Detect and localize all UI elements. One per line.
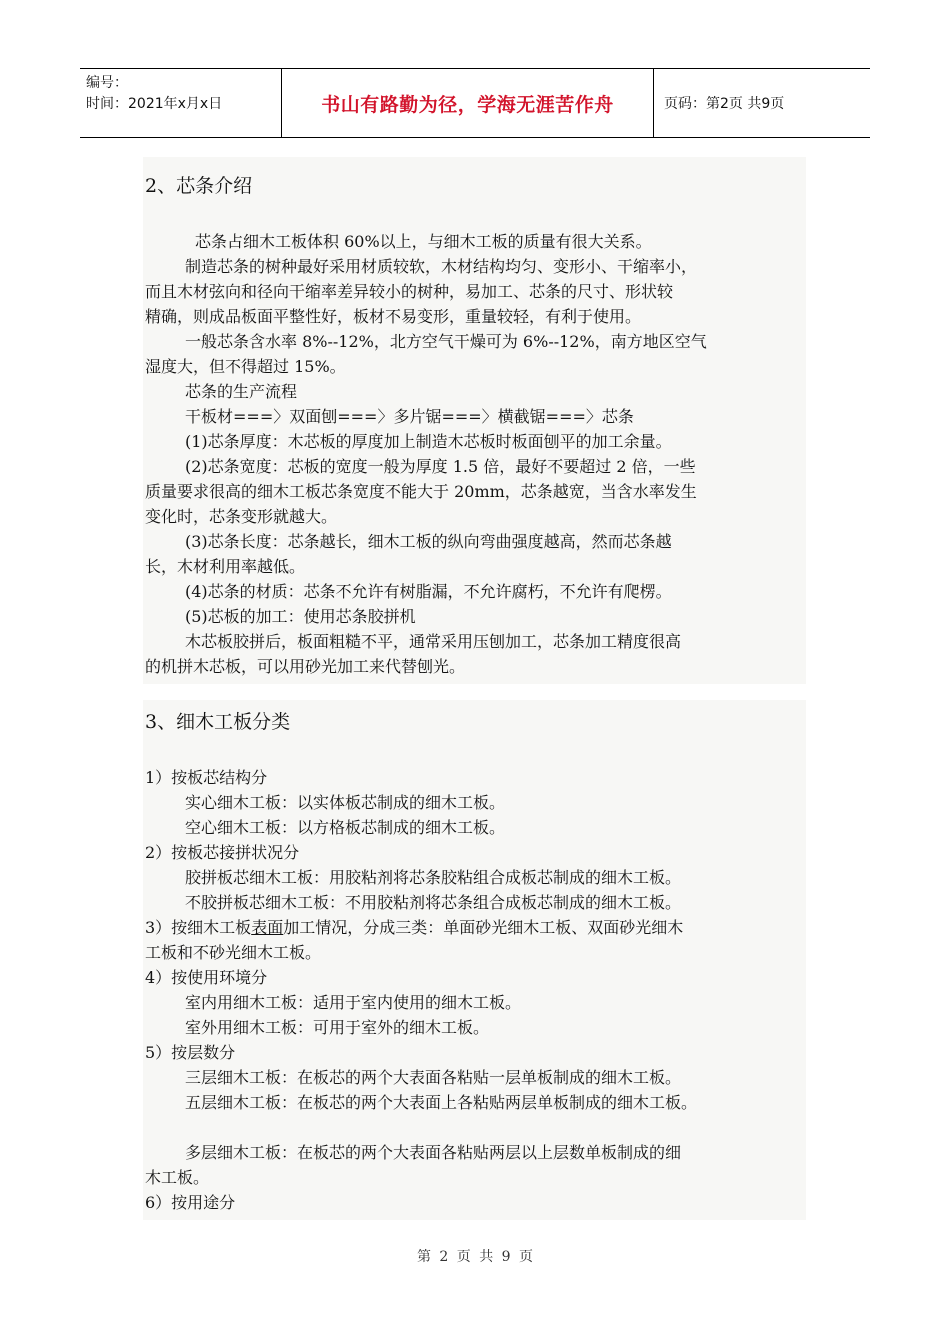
list-item — [145, 915, 805, 940]
time-label: 时间：2021年x月x日 — [86, 96, 223, 112]
list-item: 5）按层数分 — [145, 1043, 236, 1062]
list-item-line: 工板和不砂光细木工板。 — [145, 943, 322, 962]
paragraph: 木芯板胶拼后，板面粗糙不平，通常采用压刨加工，芯条加工精度很高 — [185, 632, 682, 651]
paragraph-line: 长，木材利用率越低。 — [145, 557, 306, 576]
list-item: 2）按板芯接拼状况分 — [145, 843, 300, 862]
paragraph: (4)芯条的材质：芯条不允许有树脂漏，不允许腐朽，不允许有爬楞。 — [185, 582, 672, 601]
header-meta — [80, 69, 282, 137]
paragraph: (2)芯条宽度：芯板的宽度一般为厚度 1.5 倍，最好不要超过 2 倍，一些 — [185, 457, 696, 476]
list-subitem: 三层细木工板：在板芯的两个大表面各粘贴一层单板制成的细木工板。 — [185, 1068, 682, 1087]
list-item: 6）按用途分 — [145, 1193, 236, 1212]
list-subitem: 空心细木工板：以方格板芯制成的细木工板。 — [185, 818, 506, 837]
process-flow: 干板材===〉双面刨===〉多片锯===〉横截锯===〉芯条 — [185, 407, 634, 426]
document-body — [145, 168, 805, 1215]
paragraph: 芯条占细木工板体积 60%以上，与细木工板的质量有很大关系。 — [195, 232, 652, 251]
section-3-title: 3、细木工板分类 — [145, 711, 291, 733]
list-item-text: 3）按细木工板 — [145, 918, 252, 937]
paragraph-line: 质量要求很高的细木工板芯条宽度不能大于 20mm，芯条越宽，当含水率发生 — [145, 482, 697, 501]
list-subitem: 胶拼板芯细木工板：用胶粘剂将芯条胶粘组合成板芯制成的细木工板。 — [185, 868, 682, 887]
list-subitem: 实心细木工板：以实体板芯制成的细木工板。 — [185, 793, 506, 812]
list-item-text: 加工情况，分成三类：单面砂光细木工板、双面砂光细木 — [283, 918, 684, 937]
paragraph-line: 的机拼木芯板，可以用砂光加工来代替刨光。 — [145, 657, 466, 676]
paragraph: 一般芯条含水率 8%--12%，北方空气干燥可为 6%--12%，南方地区空气 — [185, 332, 707, 351]
header-motto: 书山有路勤为径，学海无涯苦作舟 — [282, 69, 654, 137]
list-subitem: 室外用细木工板：可用于室外的细木工板。 — [185, 1018, 490, 1037]
paragraph: (1)芯条厚度：木芯板的厚度加上制造木芯板时板面刨平的加工余量。 — [185, 432, 672, 451]
list-item: 1）按板芯结构分 — [145, 768, 268, 787]
number-label: 编号： — [86, 75, 128, 91]
section-2-title: 2、芯条介绍 — [145, 175, 253, 197]
list-subitem: 不胶拼板芯细木工板：不用胶粘剂将芯条组合成板芯制成的细木工板。 — [185, 893, 682, 912]
list-subitem: 多层细木工板：在板芯的两个大表面各粘贴两层以上层数单板制成的细 — [185, 1143, 682, 1162]
paragraph: 芯条的生产流程 — [185, 382, 298, 401]
list-item: 4）按使用环境分 — [145, 968, 268, 987]
list-subitem: 五层细木工板：在板芯的两个大表面上各粘贴两层单板制成的细木工板。 — [185, 1093, 698, 1112]
paragraph: (3)芯条长度：芯条越长，细木工板的纵向弯曲强度越高，然而芯条越 — [185, 532, 672, 551]
paragraph: 制造芯条的树种最好采用材质较软，木材结构均匀、变形小、干缩率小， — [185, 257, 698, 276]
list-subitem: 室内用细木工板：适用于室内使用的细木工板。 — [185, 993, 522, 1012]
header-page-label: 页码：第2页 共9页 — [664, 96, 785, 112]
page-footer: 第 2 页 共 9 页 — [416, 1249, 534, 1265]
paragraph-line: 湿度大，但不得超过 15%。 — [145, 357, 346, 376]
paragraph-line: 而且木材弦向和径向干缩率差异较小的树种，易加工、芯条的尺寸、形状较 — [145, 282, 674, 301]
list-subitem-line: 木工板。 — [145, 1168, 210, 1187]
paragraph-line: 精确，则成品板面平整性好，板材不易变形，重量较轻，有利于使用。 — [145, 307, 642, 326]
paragraph: (5)芯板的加工：使用芯条胶拼机 — [185, 607, 416, 626]
paragraph-line: 变化时，芯条变形就越大。 — [145, 507, 338, 526]
underlined-term: 表面 — [251, 918, 284, 937]
page-header — [80, 68, 870, 138]
